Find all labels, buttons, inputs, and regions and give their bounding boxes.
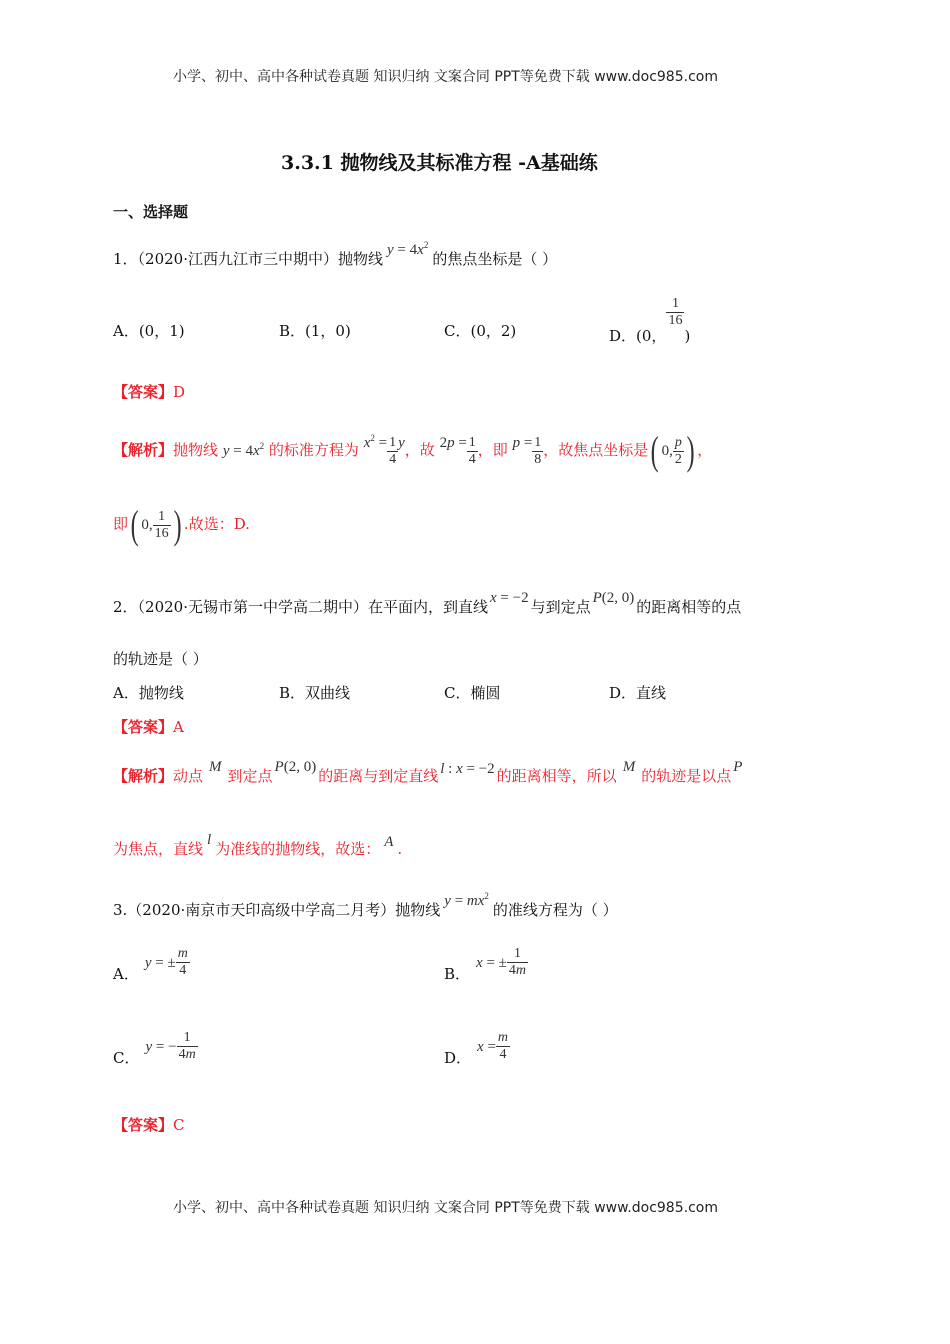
q3-answer	[113, 1114, 185, 1135]
q1-analysis-text-1: 抛物线	[173, 441, 219, 459]
q1-option-d	[609, 296, 691, 345]
q1-analysis-text-6: ，	[697, 441, 713, 459]
q2-option-d: D．直线	[609, 684, 667, 702]
q1-option-c: C．(0，2)	[444, 322, 517, 340]
q3-answer-label: 【答案】	[113, 1116, 174, 1134]
q1-analysis: 【解析】抛物线 $y = 4x^2$ 的标准方程为 $x^2$ = $\frac{1}{4}$ y，故 2p = $\frac{1}{4}$ ，即 p = $\frac{1}{8}$ ，故焦点坐标是( 0, $\frac{p}{2}$ ) ，	[113, 428, 713, 473]
q1-analysis-text-2: 的标准方程为	[268, 441, 359, 459]
q1-analysis-label: 【解析】	[113, 441, 174, 459]
q2-stem-text-b: 与到定点	[530, 598, 591, 616]
q2-analysis-text-8: .	[397, 840, 403, 858]
q2-answer-value: A	[173, 718, 184, 736]
document-title: 3.3.1 抛物线及其标准方程 -A基础练	[281, 152, 598, 174]
q1-stem-text: 1．（2020·江西九江市三中期中）抛物线	[113, 250, 383, 268]
q2-analysis-text-4: 的距离相等，所以	[496, 767, 617, 785]
q2-stem-text-a: 2．（2020·无锡市第一中学高二期中）在平面内，到直线	[113, 598, 488, 616]
q2-analysis-text-6: 为焦点，直线	[113, 840, 204, 858]
page-footer: 小学、初中、高中各种试卷真题 知识归纳 文案合同 PPT等免费下载 www.doc985.com	[173, 1200, 718, 1216]
question-2-stem: 2．（2020·无锡市第一中学高二期中）在平面内，到直线 x = −2 与到定点 P(2, 0) 的距离相等的点	[113, 590, 742, 616]
q2-analysis: 【解析】动点 M 到定点 P(2, 0) 的距离与到定直线 l : x = −2 的距离相等，所以 M 的轨迹是以点 P	[113, 759, 743, 785]
question-1-stem	[113, 240, 558, 269]
q1-answer-label: 【答案】	[113, 383, 174, 401]
question-3-stem: 3.（2020·南京市天印高级中学高二月考）抛物线 $y = mx^2$的准线方程为（ ）	[113, 891, 618, 919]
q1-option-b: B．(1，0)	[279, 322, 351, 340]
q1-option-a: A．(0，1)	[113, 322, 185, 340]
q3-option-d: D．x = $\frac{m}{4}$	[444, 1030, 509, 1067]
q2-analysis-label: 【解析】	[113, 767, 174, 785]
q1-analysis-text-8: .故选：D.	[183, 515, 250, 533]
q2-analysis-text-3: 的距离与到定直线	[318, 767, 439, 785]
q3-option-b: B．x = ± $\frac{1}{4m}$	[444, 946, 527, 983]
page-header: 小学、初中、高中各种试卷真题 知识归纳 文案合同 PPT等免费下载 www.doc985.com	[173, 69, 718, 85]
q1-answer	[113, 381, 185, 402]
q1-analysis-cont: 即( 0, $\frac{1}{16}$ ) .故选：D.	[113, 502, 250, 547]
q3-stem-text-b: 的准线方程为（ ）	[492, 901, 618, 919]
q2-answer-label: 【答案】	[113, 718, 174, 736]
q1-analysis-text-7: 即	[113, 515, 129, 533]
q3-option-c: C．y = − $\frac{1}{4m}$	[113, 1030, 196, 1067]
q1-option-d-post: )	[684, 326, 691, 345]
q2-answer	[113, 716, 184, 737]
q2-option-a: A．抛物线	[113, 684, 184, 702]
q2-analysis-cont: 为焦点，直线 l 为准线的抛物线，故选： A .	[113, 832, 403, 858]
q1-option-d-pre: D．(0，	[609, 326, 667, 345]
q1-analysis-text-3: ，故	[404, 441, 435, 459]
section-heading: 一、选择题	[113, 203, 189, 221]
q3-option-b-label: B．	[444, 964, 471, 983]
q1-formula: $y = 4x^2$	[387, 240, 429, 258]
q1-analysis-text-4: ，即	[477, 441, 508, 459]
q3-answer-value: C	[173, 1116, 185, 1134]
q3-option-d-label: D．	[444, 1048, 472, 1067]
q1-answer-value: D	[173, 383, 186, 401]
q2-analysis-text-5: 的轨迹是以点	[641, 767, 732, 785]
q3-option-c-label: C．	[113, 1048, 140, 1067]
q3-stem-text-a: 3.（2020·南京市天印高级中学高二月考）抛物线	[113, 901, 441, 919]
q3-option-a: A．y = ± $\frac{m}{4}$	[113, 946, 188, 983]
q3-option-a-label: A．	[113, 964, 139, 983]
q2-stem-text-c: 的距离相等的点	[636, 598, 742, 616]
q1-option-d-fraction: $\frac{1}{16}$	[668, 296, 683, 328]
q2-analysis-text-2: 到定点	[227, 767, 273, 785]
q1-stem-tail: 的焦点坐标是（ ）	[432, 250, 558, 268]
q2-analysis-text-1: 动点	[173, 767, 204, 785]
q2-analysis-text-7: 为准线的抛物线，故选：	[215, 840, 381, 858]
q2-stem-cont: 的轨迹是（ ）	[113, 650, 208, 668]
q2-option-b: B．双曲线	[279, 684, 351, 702]
q1-analysis-text-5: ，故焦点坐标是	[543, 441, 649, 459]
q2-option-c: C．椭圆	[444, 684, 501, 702]
